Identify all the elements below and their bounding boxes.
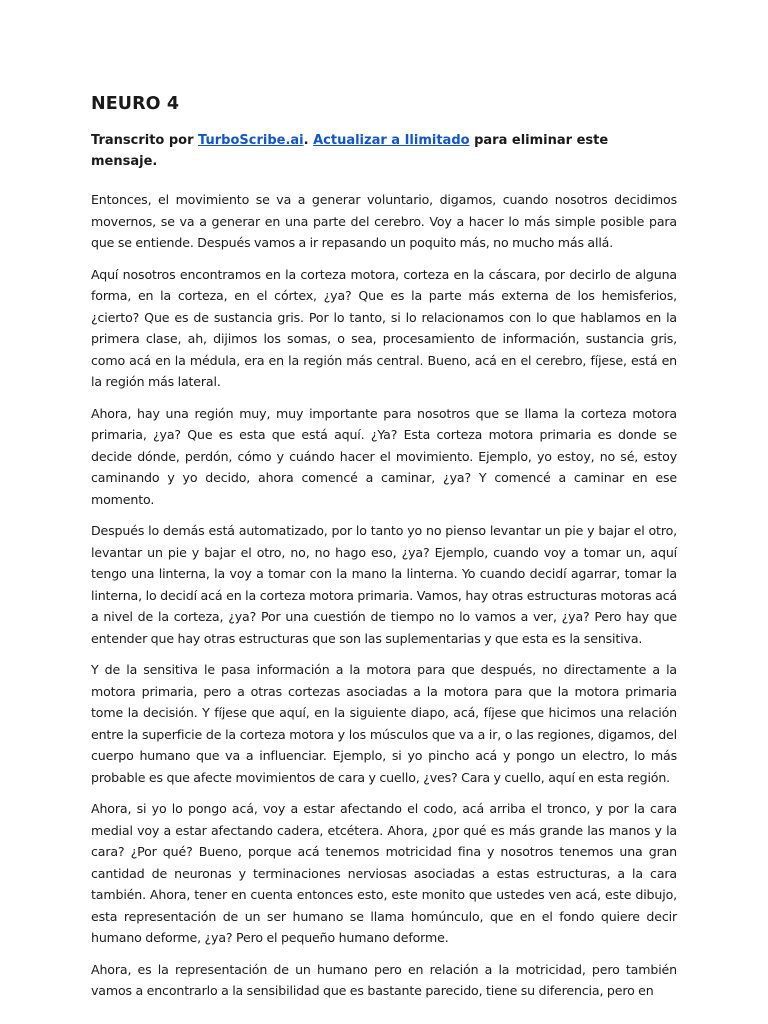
paragraph: Y de la sensitiva le pasa información a la motora para que después, no directamente a la motora primaria, pero a otras cortezas asociadas a la motora para que la motora primaria tome la decisión. Y fíjese que aquí, en la siguiente diapo, acá, fíjese que hicimos una relación entre la superficie de la corteza motora y los músculos que va a ir, o las regiones, digamos, del cuerpo humano que va a influenciar. Ejemplo, si yo pincho acá y pongo un electro, lo más probable es que afecte movimientos de cara y cuello, ¿ves? Cara y cuello, aquí en esta región. [91,662,677,785]
paragraph: Ahora, es la representación de un humano pero en relación a la motricidad, pero también vamos a encontrarlo a la sensibilidad que es bastante parecido, tiene su diferencia, pero en [91,961,677,998]
paragraph: Ahora, si yo lo pongo acá, voy a estar afectando el codo, acá arriba el tronco, y por la cara medial voy a estar afectando cadera, etcétera. Ahora, ¿por qué es más grande las manos y la cara? ¿Por qué? Bueno, porque acá tenemos motricidad fina y nosotros tenemos una gran cantidad de neuronas y terminaciones nerviosas asociadas a estas estructuras, a la cara también. Ahora, tener en cuenta entonces esto, este monito que ustedes ven acá, este dibujo, esta representación de un ser humano se llama homúnculo, que en el fondo quiere decir humano deforme, ¿ya? Pero el pequeño humano deforme. [91,801,677,945]
document-title: NEURO 4 [91,94,180,114]
notice-separator: . [303,133,314,148]
paragraph: Ahora, hay una región muy, muy importante para nosotros que se llama la corteza motora primaria, ¿ya? Que es esta que está aquí. ¿Ya? Esta corteza motora primaria es donde se decide dónde, perdón, cómo y cuándo hacer el movimiento. Ejemplo, yo estoy, no sé, estoy caminando y yo decido, ahora comencé a caminar, ¿ya? Y comencé a caminar en ese momento. [91,405,677,507]
paragraph: Después lo demás está automatizado, por lo tanto yo no pienso levantar un pie y bajar el otro, levantar un pie y bajar el otro, no, no hago eso, ¿ya? Ejemplo, cuando voy a tomar un, aquí tengo una linterna, la voy a tomar con la mano la linterna. Yo cuando decidí agarrar, tomar la linterna, lo decidí acá en la corteza motora primaria. Vamos, hay otras estructuras motoras acá a nivel de la corteza, ¿ya? Por una cuestión de tiempo no lo vamos a ver, ¿ya? Pero hay que entender que hay otras estructuras que son las suplementarias y que esta es la sensitiva. [91,523,677,646]
transcription-notice [91,130,677,172]
turboscribe-link[interactable]: TurboScribe.ai [198,133,304,148]
notice-prefix: Transcrito por [91,133,199,148]
paragraph: Aquí nosotros encontramos en la corteza motora, corteza en la cáscara, por decirlo de alguna forma, en la corteza, en el córtex, ¿ya? Que es la parte más externa de los hemisferios, ¿cierto? Que es de sustancia gris. Por lo tanto, si lo relacionamos con lo que hablamos en la primera clase, ah, dijimos los somas, o sea, procesamiento de información, sustancia gris, como acá en la médula, era en la región más central. Bueno, acá en el cerebro, fíjese, está en la región más lateral. [91,266,677,389]
document-page [91,94,677,1012]
paragraph: Entonces, el movimiento se va a generar voluntario, digamos, cuando nosotros decidimos movernos, se va a generar en una parte del cerebro. Voy a hacer lo más simple posible para que se entiende. Después vamos a ir repasando un poquito más, no mucho más allá. [91,192,677,250]
upgrade-unlimited-link[interactable]: Actualizar a Ilimitado [313,133,470,148]
notice-suffix: para eliminar este mensaje. [91,133,609,169]
